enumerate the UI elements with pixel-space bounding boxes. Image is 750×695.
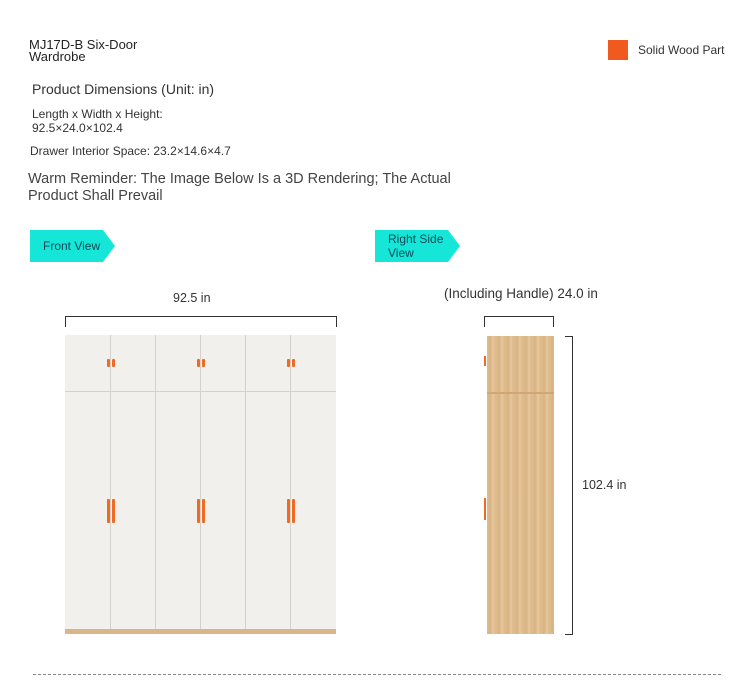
side-wardrobe-illustration bbox=[487, 336, 554, 634]
door-seam bbox=[245, 335, 246, 629]
drawer-space: Drawer Interior Space: 23.2×14.6×4.7 bbox=[30, 144, 231, 158]
door-seam bbox=[155, 335, 156, 629]
side-handle bbox=[484, 356, 486, 366]
solid-wood-swatch bbox=[608, 40, 628, 60]
side-depth-bracket bbox=[484, 316, 554, 327]
dimensions-lwh-label: Length x Width x Height: bbox=[32, 107, 163, 121]
side-depth-label: (Including Handle) 24.0 in bbox=[444, 286, 598, 301]
legend-label: Solid Wood Part bbox=[638, 43, 725, 57]
wardrobe-base bbox=[65, 629, 336, 634]
door-handle bbox=[287, 499, 290, 523]
top-handle bbox=[202, 359, 205, 367]
door-seam bbox=[200, 335, 201, 629]
door-handle bbox=[197, 499, 200, 523]
side-cabinet-seam bbox=[487, 392, 554, 394]
front-width-label: 92.5 in bbox=[173, 291, 211, 305]
section-divider bbox=[33, 674, 721, 675]
front-width-bracket bbox=[65, 316, 337, 327]
door-handle bbox=[292, 499, 295, 523]
door-seam bbox=[110, 335, 111, 629]
rendering-reminder: Warm Reminder: The Image Below Is a 3D Rendering; The Actual Product Shall Prevail bbox=[28, 171, 451, 204]
dimensions-lwh bbox=[32, 107, 212, 135]
side-handle bbox=[484, 498, 486, 520]
front-view-tab: Front View bbox=[30, 230, 103, 262]
front-wardrobe-illustration bbox=[65, 335, 336, 634]
door-seam bbox=[290, 335, 291, 629]
top-handle bbox=[292, 359, 295, 367]
door-handle bbox=[107, 499, 110, 523]
top-handle bbox=[107, 359, 110, 367]
dimensions-lwh-value: 92.5×24.0×102.4 bbox=[32, 121, 123, 135]
side-height-bracket bbox=[565, 336, 573, 635]
door-handle bbox=[202, 499, 205, 523]
door-handle bbox=[112, 499, 115, 523]
dimensions-heading: Product Dimensions (Unit: in) bbox=[32, 81, 215, 97]
side-view-tab: Right Side View bbox=[375, 230, 448, 262]
product-title: MJ17D-B Six-Door Wardrobe bbox=[29, 37, 138, 64]
top-handle bbox=[112, 359, 115, 367]
top-handle bbox=[287, 359, 290, 367]
top-handle bbox=[197, 359, 200, 367]
side-height-label: 102.4 in bbox=[582, 478, 627, 492]
